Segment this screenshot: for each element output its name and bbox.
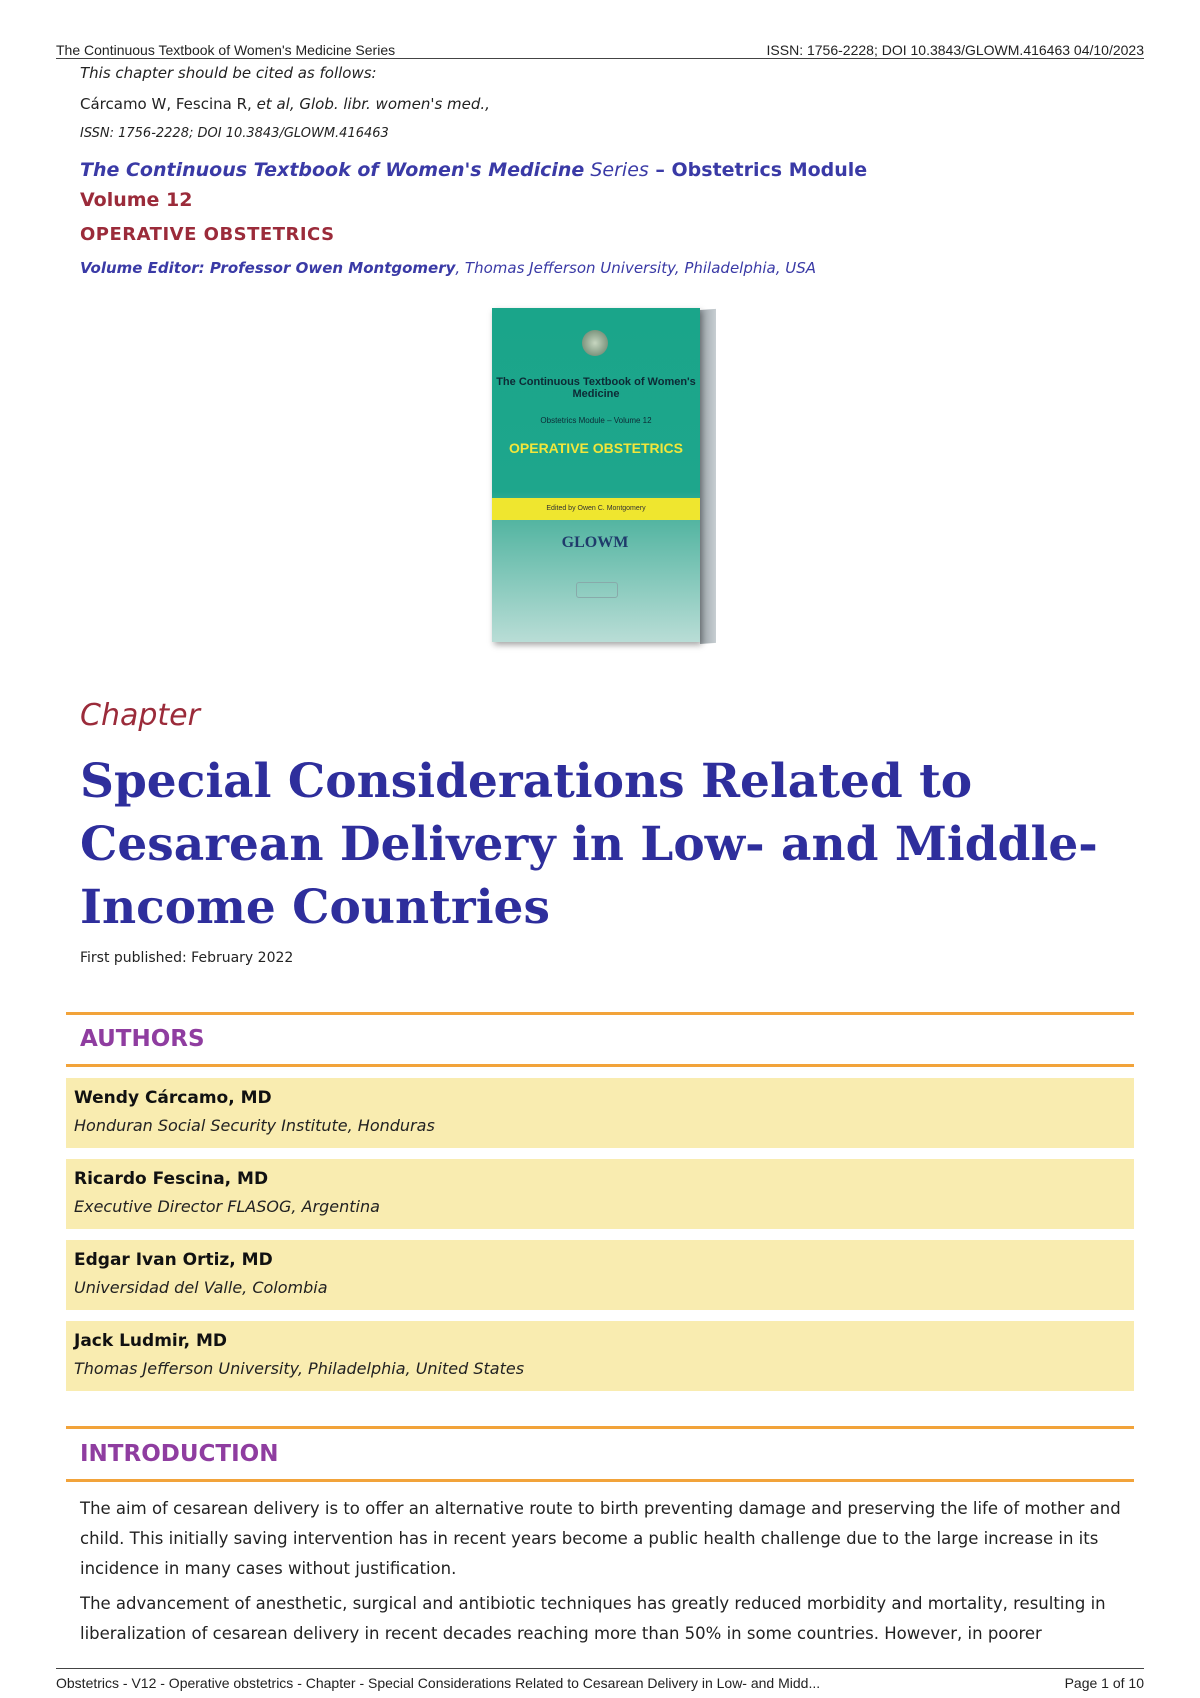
author-affiliation: Honduran Social Security Institute, Honduras	[74, 1116, 435, 1135]
running-footer	[56, 1668, 1144, 1691]
citation-intro: This chapter should be cited as follows:	[80, 64, 377, 82]
footer-chapter-path: Obstetrics - V12 - Operative obstetrics - Chapter - Special Considerations Related to Cesarean Delivery in Low- and Midd...	[56, 1675, 821, 1691]
cover-title: The Continuous Textbook of Women's Medicine	[496, 376, 696, 400]
author-card	[66, 1321, 1134, 1391]
book-cover	[492, 308, 700, 642]
book-cover-image	[492, 308, 700, 642]
author-affiliation: Universidad del Valle, Colombia	[74, 1278, 328, 1297]
volume-title: OPERATIVE OBSTETRICS	[80, 224, 335, 245]
cover-editor-band: Edited by Owen C. Montgomery	[492, 498, 700, 520]
citation-text	[80, 95, 490, 113]
footer-page-number: Page 1 of 10	[1064, 1675, 1144, 1691]
author-name: Jack Ludmir, MD	[74, 1331, 228, 1351]
cover-volume-title: OPERATIVE OBSTETRICS	[509, 440, 683, 456]
author-affiliation: Thomas Jefferson University, Philadelphia, United States	[74, 1359, 525, 1378]
section-divider	[66, 1479, 1134, 1482]
chapter-label: Chapter	[80, 698, 200, 733]
header-issn: ISSN: 1756-2228; DOI 10.3843/GLOWM.416463 04/10/2023	[766, 42, 1144, 58]
section-divider	[66, 1064, 1134, 1067]
cover-figo-logo-icon	[576, 582, 618, 598]
volume-number: Volume 12	[80, 189, 193, 211]
introduction-heading: INTRODUCTION	[80, 1441, 279, 1467]
cover-glowm-logo: GLOWM	[561, 534, 629, 551]
author-card	[66, 1078, 1134, 1148]
running-header	[56, 36, 1144, 59]
header-series: The Continuous Textbook of Women's Medicine Series	[56, 42, 396, 58]
author-name: Wendy Cárcamo, MD	[74, 1088, 272, 1108]
author-card	[66, 1159, 1134, 1229]
citation-etal: et al	[256, 95, 290, 113]
citation-issn: ISSN: 1756-2228; DOI 10.3843/GLOWM.416463	[80, 126, 389, 141]
section-divider	[66, 1012, 1134, 1015]
chapter-title: Special Considerations Related to Cesarean Delivery in Low- and Middle-Income Countries	[80, 754, 1098, 935]
intro-paragraph: The advancement of anesthetic, surgical and antibiotic techniques has greatly reduced morbidity and mortality, resulting in liberalization of cesarean delivery in recent decades reaching more than 50% in some countries. However, in poorer	[80, 1594, 1106, 1643]
volume-editor	[80, 259, 816, 277]
series-word: Series	[584, 159, 649, 181]
citation-journal: , Glob. libr. women's med.,	[289, 95, 490, 113]
citation-authors: Cárcamo W, Fescina R,	[80, 95, 257, 113]
author-affiliation: Executive Director FLASOG, Argentina	[74, 1197, 380, 1216]
author-card	[66, 1240, 1134, 1310]
cover-emblem-icon	[582, 330, 608, 356]
publication-date: First published: February 2022	[80, 950, 294, 966]
section-divider	[66, 1426, 1134, 1429]
authors-heading: AUTHORS	[80, 1026, 205, 1052]
cover-module: Obstetrics Module – Volume 12	[540, 416, 652, 425]
series-title: The Continuous Textbook of Women's Medicine	[80, 159, 585, 181]
series-title-line	[80, 159, 867, 181]
author-name: Ricardo Fescina, MD	[74, 1169, 269, 1189]
editor-label: Volume Editor: Professor Owen Montgomery	[80, 259, 456, 277]
series-module: – Obstetrics Module	[648, 159, 868, 181]
author-name: Edgar Ivan Ortiz, MD	[74, 1250, 273, 1270]
book-spine	[700, 309, 716, 644]
editor-affiliation: , Thomas Jefferson University, Philadelphia, USA	[455, 259, 817, 277]
intro-paragraph: The aim of cesarean delivery is to offer an alternative route to birth preventing damage and preserving the life of mother and child. This initially saving intervention has in recent years become a public health challenge due to the large increase in its incidence in many cases without justification.	[80, 1499, 1121, 1578]
